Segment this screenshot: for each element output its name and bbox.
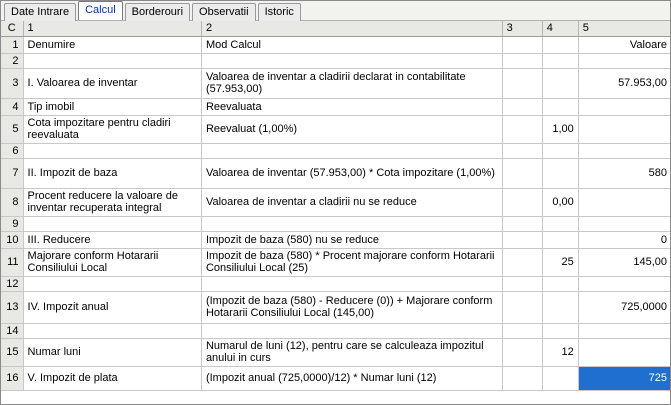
cell-col3[interactable] bbox=[502, 158, 542, 188]
cell-valoare[interactable] bbox=[578, 98, 670, 115]
calculation-grid-container[interactable] bbox=[1, 21, 670, 404]
row-header-10[interactable]: 10 bbox=[1, 231, 23, 248]
column-header-5[interactable]: 5 bbox=[578, 21, 670, 36]
table-row[interactable] bbox=[1, 115, 670, 143]
table-row[interactable] bbox=[1, 98, 670, 115]
table-row[interactable] bbox=[1, 143, 670, 158]
cell-mod-calcul[interactable] bbox=[201, 143, 502, 158]
cell-col3[interactable] bbox=[502, 216, 542, 231]
row-header-16[interactable]: 16 bbox=[1, 366, 23, 390]
cell-denumire[interactable]: III. Reducere bbox=[23, 231, 201, 248]
cell-valoare-selected[interactable]: 725 bbox=[578, 366, 670, 390]
tab-bar bbox=[1, 1, 670, 21]
row-header-11[interactable]: 11 bbox=[1, 248, 23, 276]
cell-mod-calcul[interactable]: Valoarea de inventar a cladirii nu se reduce bbox=[201, 188, 502, 216]
row-header-7[interactable]: 7 bbox=[1, 158, 23, 188]
table-row[interactable] bbox=[1, 158, 670, 188]
column-header-1[interactable]: 1 bbox=[23, 21, 201, 36]
cell-valoare[interactable]: 580 bbox=[578, 158, 670, 188]
row-header-4[interactable]: 4 bbox=[1, 98, 23, 115]
calculation-grid bbox=[1, 21, 670, 391]
cell-valoare[interactable] bbox=[578, 53, 670, 68]
column-header-2[interactable]: 2 bbox=[201, 21, 502, 36]
row-header-5[interactable]: 5 bbox=[1, 115, 23, 143]
row-header-9[interactable]: 9 bbox=[1, 216, 23, 231]
row-header-12[interactable]: 12 bbox=[1, 276, 23, 291]
cell-mod-calcul[interactable]: (Impozit de baza (580) - Reducere (0)) + Majorare conform Hotararii Consiliului Local (145,00) bbox=[201, 291, 502, 323]
cell-col3[interactable] bbox=[502, 276, 542, 291]
cell-valoare[interactable]: 725,0000 bbox=[578, 291, 670, 323]
cell-col3[interactable] bbox=[502, 291, 542, 323]
cell-mod-calcul[interactable]: Numarul de luni (12), pentru care se calculeaza impozitul anului in curs bbox=[201, 338, 502, 366]
table-row[interactable] bbox=[1, 323, 670, 338]
cell-col3[interactable] bbox=[502, 115, 542, 143]
table-row[interactable] bbox=[1, 276, 670, 291]
column-header-4[interactable]: 4 bbox=[542, 21, 578, 36]
cell-mod-calcul[interactable] bbox=[201, 216, 502, 231]
cell-col3[interactable] bbox=[502, 53, 542, 68]
tab-observatii[interactable]: Observatii bbox=[192, 3, 256, 21]
cell-denumire[interactable]: Procent reducere la valoare de inventar recuperata integral bbox=[23, 188, 201, 216]
row-header-8[interactable]: 8 bbox=[1, 188, 23, 216]
table-row[interactable] bbox=[1, 248, 670, 276]
cell-col3[interactable] bbox=[502, 68, 542, 98]
cell-valoare[interactable] bbox=[578, 216, 670, 231]
table-row[interactable] bbox=[1, 68, 670, 98]
cell-denumire[interactable]: Numar luni bbox=[23, 338, 201, 366]
cell-mod-calcul[interactable]: Reevaluata bbox=[201, 98, 502, 115]
cell-valoare[interactable]: 57.953,00 bbox=[578, 68, 670, 98]
table-row[interactable] bbox=[1, 188, 670, 216]
grid-corner-cell[interactable]: C bbox=[1, 21, 23, 36]
cell-denumire[interactable]: Tip imobil bbox=[23, 98, 201, 115]
table-row[interactable] bbox=[1, 291, 670, 323]
table-row[interactable] bbox=[1, 231, 670, 248]
cell-valoare[interactable]: 145,00 bbox=[578, 248, 670, 276]
cell-col3[interactable] bbox=[502, 338, 542, 366]
row-header-2[interactable]: 2 bbox=[1, 53, 23, 68]
cell-col4[interactable] bbox=[542, 36, 578, 53]
row-header-13[interactable]: 13 bbox=[1, 291, 23, 323]
cell-mod-calcul[interactable]: Impozit de baza (580) * Procent majorare conform Hotararii Consiliului Local (25) bbox=[201, 248, 502, 276]
table-row[interactable] bbox=[1, 216, 670, 231]
cell-valoare[interactable] bbox=[578, 276, 670, 291]
cell-denumire[interactable] bbox=[23, 143, 201, 158]
row-header-1[interactable]: 1 bbox=[1, 36, 23, 53]
cell-col3[interactable] bbox=[502, 98, 542, 115]
tab-borderouri[interactable]: Borderouri bbox=[125, 3, 190, 21]
tab-istoric[interactable]: Istoric bbox=[258, 3, 301, 21]
cell-col4[interactable]: 25 bbox=[542, 248, 578, 276]
row-header-6[interactable]: 6 bbox=[1, 143, 23, 158]
cell-col4[interactable] bbox=[542, 231, 578, 248]
cell-mod-calcul[interactable]: Reevaluat (1,00%) bbox=[201, 115, 502, 143]
cell-denumire[interactable]: Denumire bbox=[23, 36, 201, 53]
cell-col4[interactable]: 0,00 bbox=[542, 188, 578, 216]
table-row[interactable] bbox=[1, 338, 670, 366]
cell-col3[interactable] bbox=[502, 366, 542, 390]
cell-valoare[interactable]: Valoare bbox=[578, 36, 670, 53]
cell-denumire[interactable] bbox=[23, 276, 201, 291]
cell-mod-calcul[interactable] bbox=[201, 53, 502, 68]
cell-col3[interactable] bbox=[502, 248, 542, 276]
cell-mod-calcul[interactable]: Valoarea de inventar a cladirii declarat in contabilitate (57.953,00) bbox=[201, 68, 502, 98]
cell-valoare[interactable] bbox=[578, 115, 670, 143]
cell-denumire[interactable] bbox=[23, 323, 201, 338]
cell-col4[interactable] bbox=[542, 291, 578, 323]
table-row[interactable] bbox=[1, 53, 670, 68]
row-header-3[interactable]: 3 bbox=[1, 68, 23, 98]
cell-denumire[interactable]: I. Valoarea de inventar bbox=[23, 68, 201, 98]
cell-valoare[interactable] bbox=[578, 188, 670, 216]
cell-col3[interactable] bbox=[502, 143, 542, 158]
cell-denumire[interactable] bbox=[23, 53, 201, 68]
cell-col3[interactable] bbox=[502, 231, 542, 248]
cell-col4[interactable] bbox=[542, 216, 578, 231]
cell-col4[interactable] bbox=[542, 323, 578, 338]
cell-col4[interactable] bbox=[542, 276, 578, 291]
cell-mod-calcul[interactable]: Mod Calcul bbox=[201, 36, 502, 53]
column-header-3[interactable]: 3 bbox=[502, 21, 542, 36]
cell-denumire[interactable]: V. Impozit de plata bbox=[23, 366, 201, 390]
cell-col4[interactable] bbox=[542, 68, 578, 98]
cell-valoare[interactable] bbox=[578, 338, 670, 366]
row-header-14[interactable]: 14 bbox=[1, 323, 23, 338]
cell-mod-calcul[interactable]: Impozit de baza (580) nu se reduce bbox=[201, 231, 502, 248]
cell-denumire[interactable]: Cota impozitare pentru cladiri reevaluata bbox=[23, 115, 201, 143]
cell-denumire[interactable] bbox=[23, 216, 201, 231]
tab-date-intrare[interactable]: Date Intrare bbox=[4, 3, 76, 21]
cell-col4[interactable] bbox=[542, 98, 578, 115]
table-row[interactable] bbox=[1, 36, 670, 53]
cell-col3[interactable] bbox=[502, 36, 542, 53]
cell-col4[interactable] bbox=[542, 53, 578, 68]
cell-col4[interactable]: 1,00 bbox=[542, 115, 578, 143]
cell-mod-calcul[interactable]: Valoarea de inventar (57.953,00) * Cota impozitare (1,00%) bbox=[201, 158, 502, 188]
grid-column-header-row bbox=[1, 21, 670, 36]
cell-col4[interactable] bbox=[542, 143, 578, 158]
cell-col4[interactable] bbox=[542, 158, 578, 188]
cell-valoare[interactable] bbox=[578, 323, 670, 338]
cell-mod-calcul[interactable]: (Impozit anual (725,0000)/12) * Numar luni (12) bbox=[201, 366, 502, 390]
cell-denumire[interactable]: Majorare conform Hotararii Consiliului Local bbox=[23, 248, 201, 276]
cell-denumire[interactable]: II. Impozit de baza bbox=[23, 158, 201, 188]
cell-valoare[interactable] bbox=[578, 143, 670, 158]
cell-col4[interactable]: 12 bbox=[542, 338, 578, 366]
table-row[interactable] bbox=[1, 366, 670, 390]
cell-mod-calcul[interactable] bbox=[201, 323, 502, 338]
cell-col3[interactable] bbox=[502, 188, 542, 216]
cell-mod-calcul[interactable] bbox=[201, 276, 502, 291]
cell-denumire[interactable]: IV. Impozit anual bbox=[23, 291, 201, 323]
cell-valoare[interactable]: 0 bbox=[578, 231, 670, 248]
tab-calcul[interactable]: Calcul bbox=[78, 1, 123, 20]
cell-col4[interactable] bbox=[542, 366, 578, 390]
row-header-15[interactable]: 15 bbox=[1, 338, 23, 366]
cell-col3[interactable] bbox=[502, 323, 542, 338]
